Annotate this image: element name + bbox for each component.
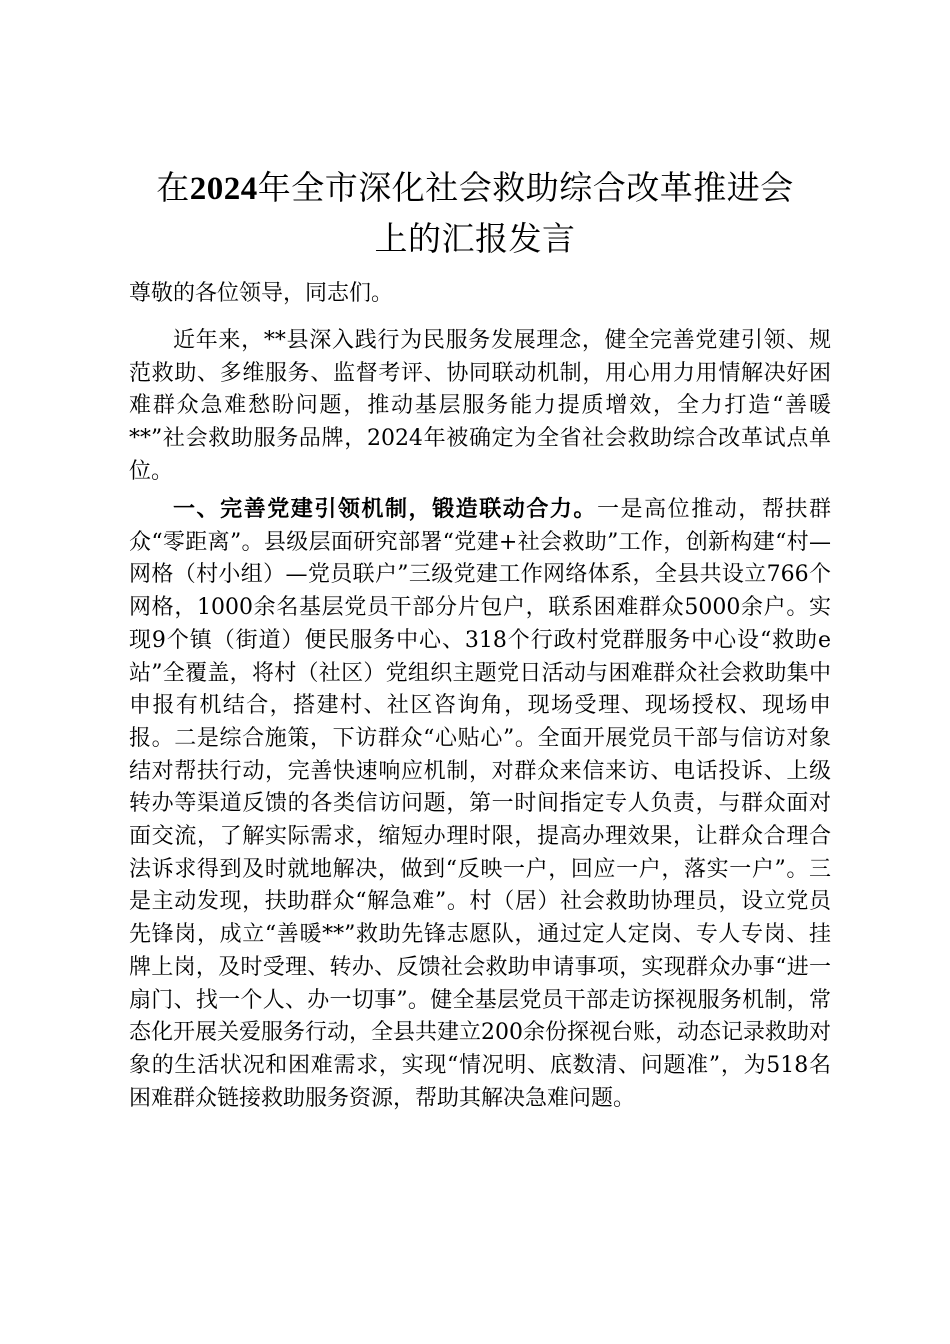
section-1-heading: 一、完善党建引领机制，锻造联动合力。 [173,496,597,522]
title-year: 2024 [189,171,258,207]
document-title [120,163,830,264]
title-line2: 上的汇报发言 [374,219,576,258]
salutation: 尊敬的各位领导，同志们。 [129,281,394,306]
section-1-paragraph [129,493,831,1115]
intro-paragraph: 近年来，**县深入践行为民服务发展理念，健全完善党建引领、规范救助、多维服务、监督考评、协同联动机制，用心用力用情解决好困难群众急难愁盼问题，推动基层服务能力提质增效，全力打造“善暖**”社会救助服务品牌，2024年被确定为全省社会救助综合改革试点单位。 [129,328,831,484]
title-prefix: 在 [156,168,190,207]
title-line1-rest: 年全市深化社会救助综合改革推进会 [257,168,794,207]
section-1-body: 一是高位推动，帮扶群众“零距离”。县级层面研究部署“党建+社会救助”工作，创新构建“村—网格（村小组）—党员联户”三级党建工作网络体系，全县共设立766个网格，1000余名基层党员干部分片包户，联系困难群众5000余户。实现9个镇（街道）便民服务中心、318个行政村党群服务中心设“救助e站”全覆盖，将村（社区）党组织主题党日活动与困难群众社会救助集中申报有机结合，搭建村、社区咨询角，现场受理、现场授权、现场申报。二是综合施策，下访群众“心贴心”。全面开展党员干部与信访对象结对帮扶行动，完善快速响应机制，对群众来信来访、电话投诉、上级转办等渠道反馈的各类信访问题，第一时间指定专人负责，与群众面对面交流，了解实际需求，缩短办理时限，提高办理效果，让群众合理合法诉求得到及时就地解决，做到“反映一户，回应一户，落实一户”。三是主动发现，扶助群众“解急难”。村（居）社会救助协理员，设立党员先锋岗，成立“善暖**”救助先锋志愿队，通过定人定岗、专人专岗、挂牌上岗，及时受理、转办、反馈社会救助申请事项，实现群众办事“进一扇门、找一个人、办一切事”。健全基层党员干部走访探视服务机制，常态化开展关爱服务行动，全县共建立200余份探视台账，动态记录救助对象的生活状况和困难需求，实现“情况明、底数清、问题准”，为518名困难群众链接救助服务资源，帮助其解决急难问题。 [129,497,831,1111]
